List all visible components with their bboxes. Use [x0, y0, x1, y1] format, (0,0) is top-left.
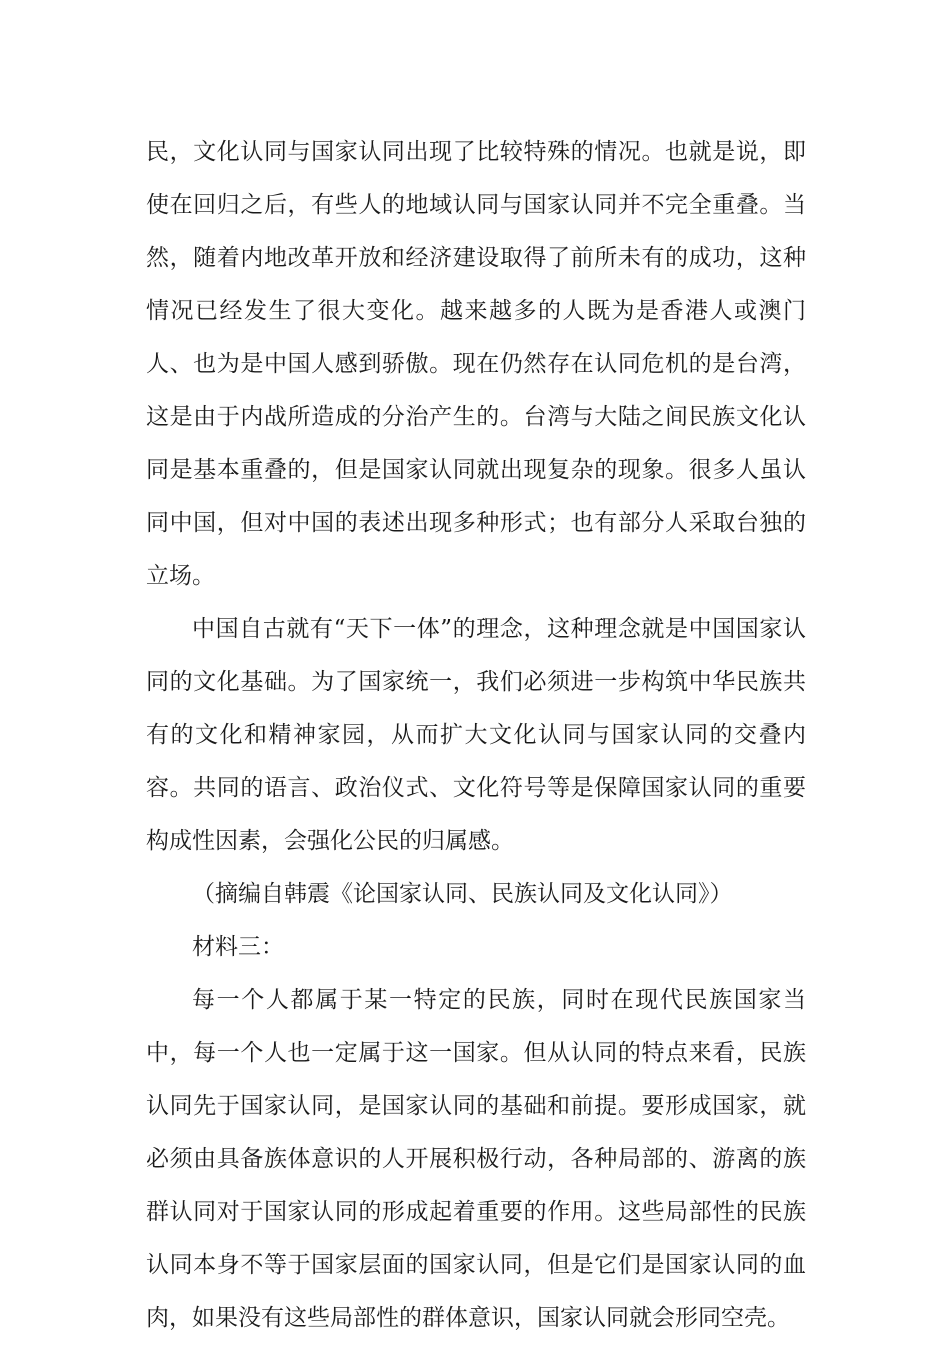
- document-body: [146, 126, 806, 1345]
- paragraph-material-three: 每一个人都属于某一特定的民族，同时在现代民族国家当中，每一个人也一定属于这一国家。但从认同的特点来看，民族认同先于国家认同，是国家认同的基础和前提。要形成国家，就必须由具备族体意识的人开展积极行动，各种局部的、游离的族群认同对于国家认同的形成起着重要的作用。这些局部性的民族认同本身不等于国家层面的国家认同，但是它们是国家认同的血肉，如果没有这些局部性的群体意识，国家认同就会形同空壳。: [146, 987, 806, 1331]
- paragraph-continuation: 民，文化认同与国家认同出现了比较特殊的情况。也就是说，即使在回归之后，有些人的地域认同与国家认同并不完全重叠。当然，随着内地改革开放和经济建设取得了前所未有的成功，这种情况已经发生了很大变化。越来越多的人既为是香港人或澳门人、也为是中国人感到骄傲。现在仍然存在认同危机的是台湾，这是由于内战所造成的分治产生的。台湾与大陆之间民族文化认同是基本重叠的，但是国家认同就出现复杂的现象。很多人虽认同中国，但对中国的表述出现多种形式；也有部分人采取台独的立场。: [146, 139, 806, 589]
- paragraph-tianxia-yiti: 中国自古就有“天下一体”的理念，这种理念就是中国国家认同的文化基础。为了国家统一，我们必须进一步构筑中华民族共有的文化和精神家园，从而扩大文化认同与国家认同的交叠内容。共同的语言、政治仪式、文化符号等是保障国家认同的重要构成性因素，会强化公民的归属感。: [146, 616, 806, 854]
- material-three-heading: 材料三：: [192, 934, 284, 960]
- source-citation: （摘编自韩震《论国家认同、民族认同及文化认同》）: [192, 881, 733, 907]
